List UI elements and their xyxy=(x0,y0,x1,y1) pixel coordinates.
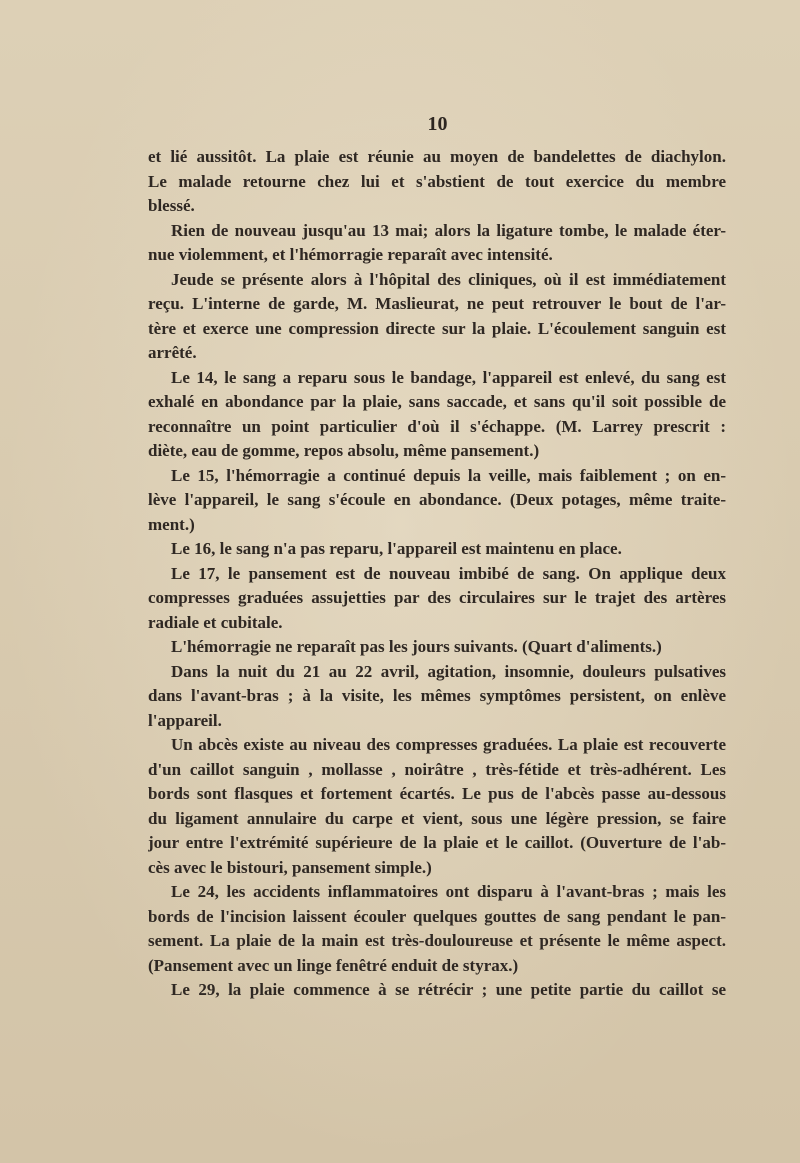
body-text xyxy=(148,145,726,1003)
text-line: Dans la nuit du 21 au 22 avril, agitation, insomnie, douleurs pulsatives xyxy=(171,661,726,681)
text-line: blessé. xyxy=(148,196,195,215)
text-line: reçu. L'interne de garde, M. Maslieurat, ne peut retrouver le bout de l'ar- xyxy=(148,294,726,313)
text-line: radiale et cubitale. xyxy=(148,612,283,632)
text-line: compresses graduées assujetties par des circulaires sur le trajet des artères xyxy=(148,588,726,607)
text-line: l'appareil. xyxy=(148,710,222,730)
text-line: (Pansement avec un linge fenêtré enduit de styrax.) xyxy=(148,955,519,975)
text-line: du ligament annulaire du carpe et vient, sous une légère pression, se faire xyxy=(148,808,726,828)
text-line: Le 17, le pansement est de nouveau imbibé de sang. On applique deux xyxy=(171,563,726,583)
text-line: Le 14, le sang a reparu sous le bandage, l'appareil est enlevé, du sang est xyxy=(171,367,726,387)
text-line: ment.) xyxy=(148,514,195,534)
text-line: lève l'appareil, le sang s'écoule en abondance. (Deux potages, même traite- xyxy=(148,490,726,509)
text-line: L'hémorragie ne reparaît pas les jours suivants. (Quart d'aliments.) xyxy=(171,637,662,656)
text-line: d'un caillot sanguin , mollasse , noirâtre , très-fétide et très-adhérent. Les xyxy=(148,759,726,779)
text-line: reconnaître un point particulier d'où il s'échappe. (M. Larrey prescrit : xyxy=(148,416,726,436)
text-line: dans l'avant-bras ; à la visite, les mêmes symptômes persistent, on enlève xyxy=(148,686,726,705)
text-line: diète, eau de gomme, repos absolu, même pansement.) xyxy=(148,441,540,460)
text-line: Le 15, l'hémorragie a continué depuis la veille, mais faiblement ; on en- xyxy=(171,465,726,485)
text-line: Le malade retourne chez lui et s'abstient de tout exercice du membre xyxy=(148,171,726,191)
page-number: 10 xyxy=(427,113,448,135)
text-line: nue violemment, et l'hémorragie reparaît avec intensité. xyxy=(148,245,553,264)
text-line: Un abcès existe au niveau des compresses graduées. La plaie est recouverte xyxy=(171,735,726,754)
text-line: Le 24, les accidents inflammatoires ont disparu à l'avant-bras ; mais les xyxy=(171,882,726,901)
text-line: tère et exerce une compression directe sur la plaie. L'écoulement sanguin est xyxy=(148,318,726,338)
text-line: Le 29, la plaie commence à se rétrécir ; une petite partie du caillot se xyxy=(171,980,726,999)
text-line: Le 16, le sang n'a pas reparu, l'appareil est maintenu en place. xyxy=(171,539,622,558)
text-line: jour entre l'extrémité supérieure de la plaie et le caillot. (Ouverture de l'ab- xyxy=(148,833,726,852)
text-line: Rien de nouveau jusqu'au 13 mai; alors la ligature tombe, le malade éter- xyxy=(171,220,726,240)
text-line: exhalé en abondance par la plaie, sans saccade, et sans qu'il soit possible de xyxy=(148,392,726,411)
text-line: arrêté. xyxy=(148,343,197,362)
text-line: cès avec le bistouri, pansement simple.) xyxy=(148,857,432,877)
text-line: Jeude se présente alors à l'hôpital des cliniques, où il est immédiatement xyxy=(171,269,726,289)
text-line: et lié aussitôt. La plaie est réunie au moyen de bandelettes de diachylon. xyxy=(148,147,726,166)
text-line: sement. La plaie de la main est très-douloureuse et présente le même aspect. xyxy=(148,931,726,950)
text-line: bords sont flasques et fortement écartés. Le pus de l'abcès passe au-dessous xyxy=(148,784,726,803)
text-line: bords de l'incision laissent écouler quelques gouttes de sang pendant le pan- xyxy=(148,906,726,926)
